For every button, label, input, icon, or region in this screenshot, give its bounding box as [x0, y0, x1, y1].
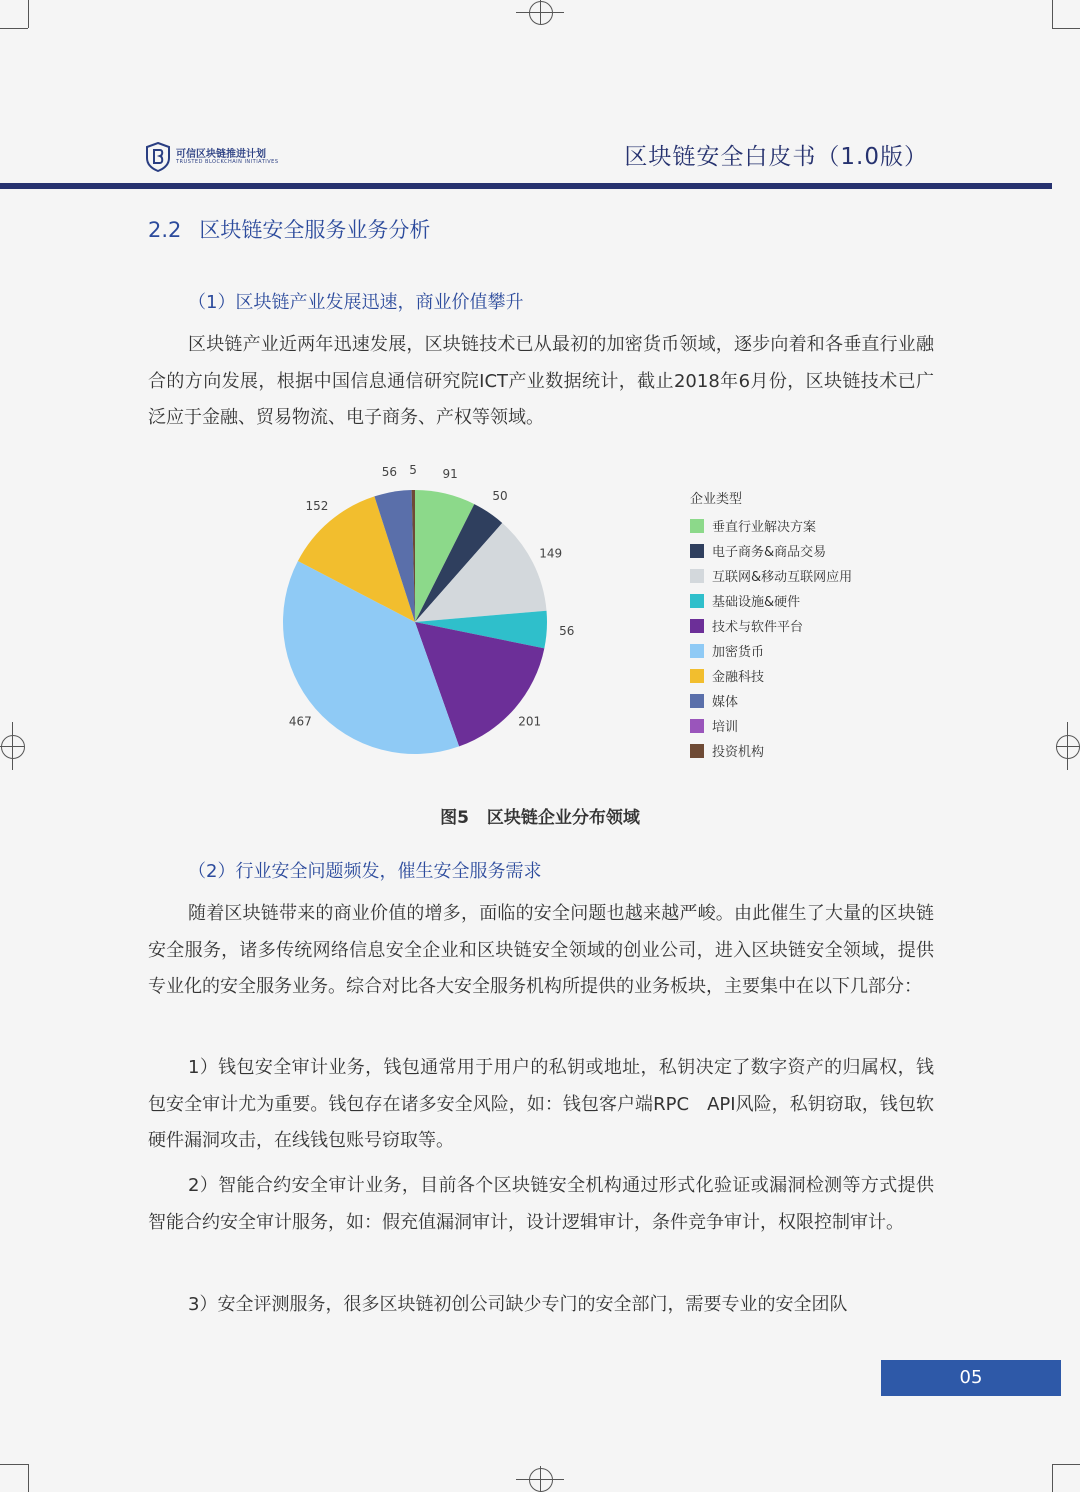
paragraph-text: 2）智能合约安全审计业务，目前各个区块链安全机构通过形式化验证或漏洞检测等方式提供智能合约安全审计服务，如：假充值漏洞审计，设计逻辑审计，条件竞争审计，权限控制审计。 — [148, 1175, 934, 1233]
legend-label: 培训 — [712, 720, 739, 735]
pie-data-label: 5 — [409, 463, 417, 478]
figure-caption-text: 区块链企业分布领域 — [486, 808, 640, 828]
legend-item — [690, 563, 852, 588]
pie-data-label: 56 — [381, 465, 398, 480]
legend-item — [690, 513, 852, 538]
legend-label: 互联网&移动互联网应用 — [712, 570, 853, 585]
crop-mark — [1052, 28, 1080, 29]
logo-subtitle: TRUSTED BLOCKCHAIN INITIATIVES — [176, 159, 279, 165]
crop-mark — [28, 1464, 29, 1492]
legend-item — [690, 613, 852, 638]
paragraph-text: 区块链产业近两年迅速发展，区块链技术已从最初的加密货币领域，逐步向着和各垂直行业融合的方向发展，根据中国信息通信研究院ICT产业数据统计，截止2018年6月份，区块链技术已广泛应于金融、贸易物流、电子商务、产权等领域。 — [148, 334, 934, 428]
legend-swatch — [690, 544, 704, 558]
legend-label: 加密货币 — [712, 645, 765, 660]
figure-label: 图5 — [440, 808, 469, 828]
pie-data-label: 91 — [442, 467, 458, 482]
crop-mark — [28, 0, 29, 28]
legend-swatch — [690, 594, 704, 608]
figure-caption — [0, 803, 1080, 828]
legend-swatch — [690, 644, 704, 658]
crop-mark — [0, 1464, 28, 1465]
paragraph-text: 3）安全评测服务，很多区块链初创公司缺少专门的安全部门，需要专业的安全团队 — [188, 1294, 848, 1315]
legend-item — [690, 588, 852, 613]
legend-label: 技术与软件平台 — [712, 620, 804, 635]
legend-swatch — [690, 744, 704, 758]
subheading-1: （1）区块链产业发展迅速，商业价值攀升 — [188, 292, 524, 313]
legend-swatch — [690, 569, 704, 583]
section-heading — [148, 214, 430, 244]
pie-chart — [260, 460, 590, 770]
paragraph-5 — [148, 1287, 934, 1324]
paragraph-1 — [148, 327, 934, 437]
pie-data-label: 56 — [559, 623, 575, 638]
paragraph-text: 1）钱包安全审计业务，钱包通常用于用户的私钥或地址，私钥决定了数字资产的归属权，钱包安全审计尤为重要。钱包存在诸多安全风险，如：钱包客户端RPC API风险，私钥窃取，钱包软硬件漏洞攻击，在线钱包账号窃取等。 — [148, 1057, 934, 1151]
section-title: 区块链安全服务业务分析 — [199, 218, 431, 242]
legend-label: 电子商务&商品交易 — [712, 545, 827, 560]
legend-swatch — [690, 619, 704, 633]
crop-mark — [1052, 0, 1053, 28]
pie-data-label: 149 — [539, 546, 563, 561]
paragraph-2 — [148, 896, 934, 1006]
page-number: 05 — [881, 1360, 1061, 1396]
legend-item — [690, 638, 852, 663]
legend-item — [690, 738, 852, 763]
pie-data-label: 201 — [518, 714, 542, 729]
pie-data-label: 50 — [492, 489, 508, 504]
paragraph-3 — [148, 1050, 934, 1160]
chart-legend — [690, 488, 852, 763]
paragraph-text: 随着区块链带来的商业价值的增多，面临的安全问题也越来越严峻。由此催生了大量的区块链安全服务，诸多传统网络信息安全企业和区块链安全领域的创业公司，进入区块链安全领域，提供专业化的安全服务业务。综合对比各大安全服务机构所提供的业务板块，主要集中在以下几部分： — [148, 903, 934, 997]
pie-data-label: 467 — [288, 714, 312, 729]
legend-label: 媒体 — [712, 695, 739, 710]
document-title: 区块链安全白皮书（1.0版） — [624, 144, 928, 170]
subheading-2: （2）行业安全问题频发，催生安全服务需求 — [188, 861, 542, 882]
header-rule — [0, 183, 1052, 189]
legend-item — [690, 663, 852, 688]
logo-text: 可信区块链推进计划 — [176, 149, 266, 160]
shield-logo-icon — [146, 142, 170, 172]
crop-mark — [1052, 1464, 1080, 1465]
legend-item — [690, 713, 852, 738]
logo — [146, 142, 286, 174]
legend-swatch — [690, 719, 704, 733]
legend-item — [690, 538, 852, 563]
legend-swatch — [690, 519, 704, 533]
legend-swatch — [690, 694, 704, 708]
legend-label: 金融科技 — [712, 670, 765, 685]
crop-mark — [1052, 1464, 1053, 1492]
pie-data-label: 152 — [305, 498, 329, 513]
legend-item — [690, 688, 852, 713]
paragraph-4 — [148, 1168, 934, 1241]
legend-label: 投资机构 — [712, 745, 765, 760]
legend-title: 企业类型 — [690, 492, 743, 507]
legend-label: 基础设施&硬件 — [712, 595, 801, 610]
legend-label: 垂直行业解决方案 — [712, 520, 817, 535]
legend-swatch — [690, 669, 704, 683]
section-number: 2.2 — [148, 218, 182, 242]
crop-mark — [0, 28, 28, 29]
